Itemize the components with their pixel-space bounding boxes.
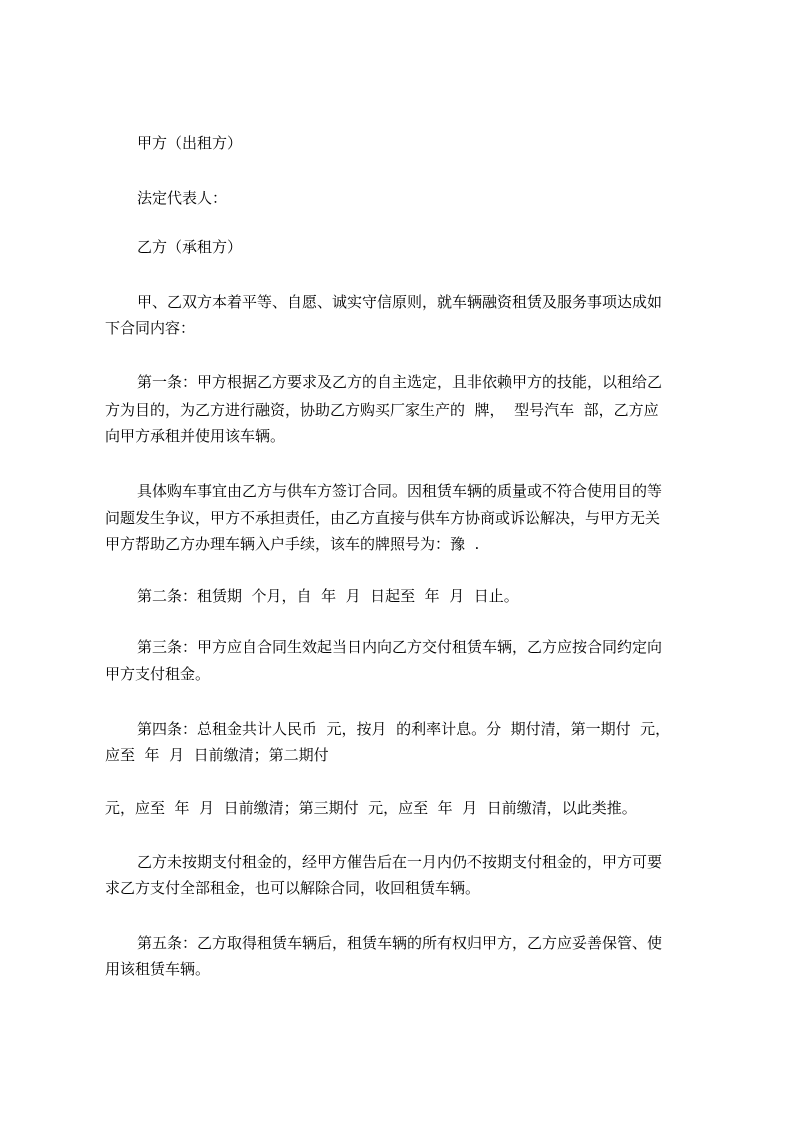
article-1-line-2: 方为目的，为乙方进行融资，协助乙方购买厂家生产的 牌， 型号汽车 部，乙方应 xyxy=(105,401,659,419)
article-1-cont-line-1: 具体购车事宜由乙方与供车方签订合同。因租赁车辆的质量或不符合使用目的等 xyxy=(137,482,663,500)
article-4-line-3: 元，应至 年 月 日前缴清；第三期付 元，应至 年 月 日前缴清，以此类推。 xyxy=(105,799,637,817)
article-5-line-2: 用该租赁车辆。 xyxy=(105,960,211,978)
article-3-line-2: 甲方支付租金。 xyxy=(105,665,211,683)
party-a-label: 甲方（出租方） xyxy=(137,134,243,152)
article-2-line-1: 第二条：租赁期 个月，自 年 月 日起至 年 月 日止。 xyxy=(137,587,519,605)
article-4-cont-line-1: 乙方未按期支付租金的，经甲方催告后在一月内仍不按期支付租金的，甲方可要 xyxy=(137,853,663,871)
party-b-label: 乙方（承租方） xyxy=(137,238,243,256)
article-1-cont-line-2: 问题发生争议，甲方不承担责任，由乙方直接与供车方协商或诉讼解决，与甲方无关 xyxy=(105,509,661,527)
preamble-line-2: 下合同内容： xyxy=(105,319,196,337)
article-4-line-1: 第四条：总租金共计人民币 元，按月 的利率计息。分 期付清，第一期付 元， xyxy=(137,720,671,738)
article-3-line-1: 第三条：甲方应自合同生效起当日内向乙方交付租赁车辆，乙方应按合同约定向 xyxy=(137,638,663,656)
article-4-line-2: 应至 年 月 日前缴清；第二期付 xyxy=(105,746,329,764)
article-1-line-3: 向甲方承租并使用该车辆。 xyxy=(105,427,286,445)
article-5-line-1: 第五条：乙方取得租赁车辆后，租赁车辆的所有权归甲方，乙方应妥善保管、使 xyxy=(137,934,663,952)
article-1-line-1: 第一条：甲方根据乙方要求及乙方的自主选定，且非依赖甲方的技能，以租给乙 xyxy=(137,373,663,391)
article-1-cont-line-3: 甲方帮助乙方办理车辆入户手续，该车的牌照号为：豫 . xyxy=(105,535,480,553)
legal-representative-label: 法定代表人： xyxy=(137,189,228,207)
preamble-line-1: 甲、乙双方本着平等、自愿、诚实守信原则，就车辆融资租赁及服务事项达成如 xyxy=(137,293,663,311)
article-4-cont-line-2: 求乙方支付全部租金，也可以解除合同，收回租赁车辆。 xyxy=(105,879,481,897)
